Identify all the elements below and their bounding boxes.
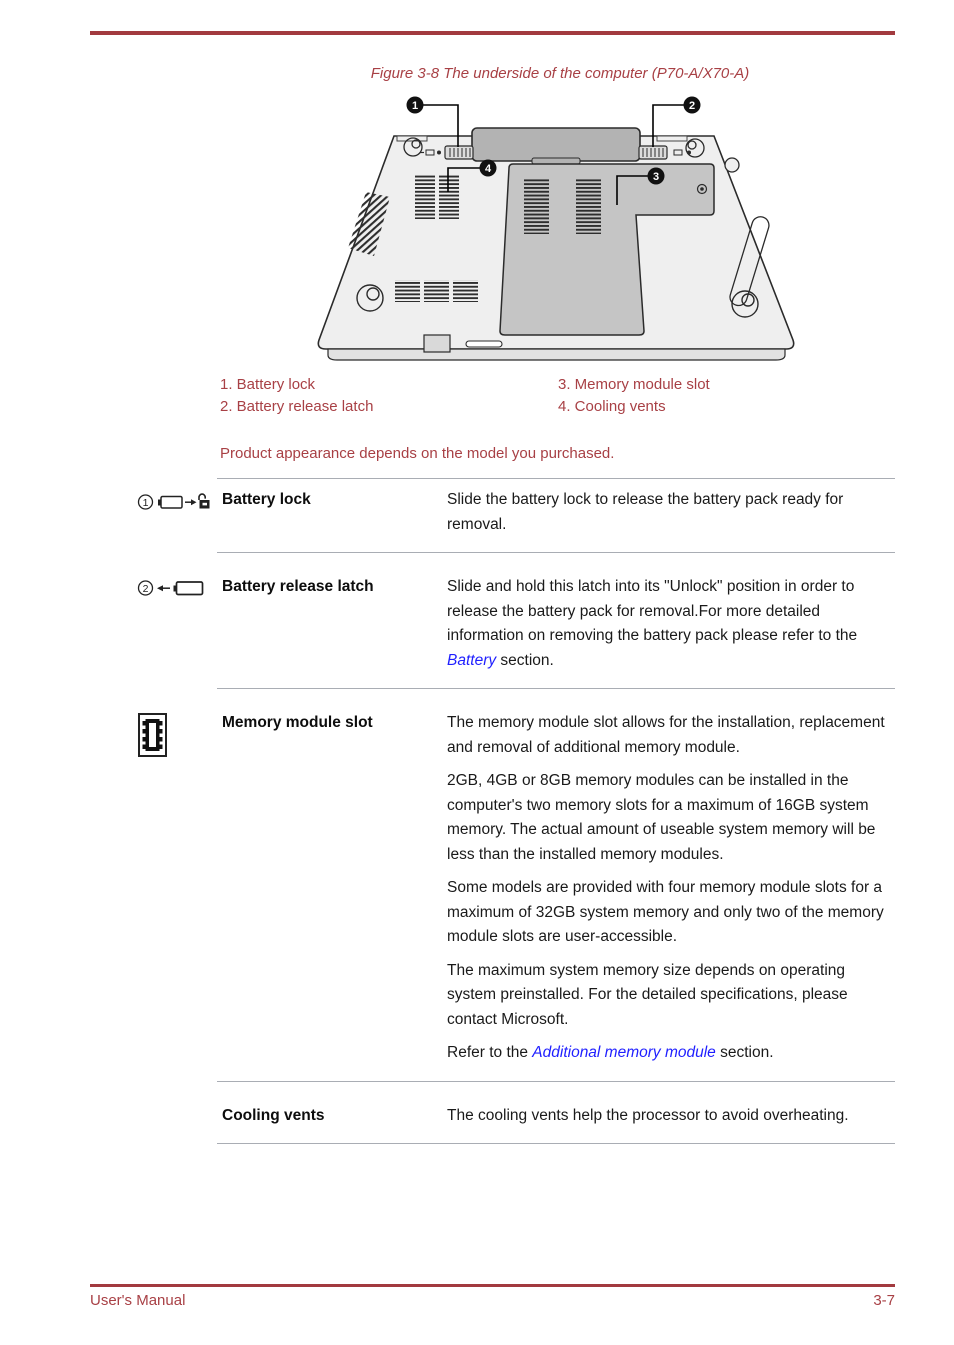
svg-text:2: 2 bbox=[142, 583, 149, 595]
bottom-vent-c bbox=[453, 280, 478, 302]
legend-column-2 bbox=[558, 374, 710, 418]
table-row bbox=[90, 478, 895, 552]
page-footer bbox=[90, 1284, 895, 1309]
feature-description bbox=[447, 711, 895, 1066]
appearance-note: Product appearance depends on the model you purchased. bbox=[220, 445, 615, 462]
description-text: The memory module slot allows for the installation, replacement and removal of additional memory module. bbox=[447, 714, 885, 756]
description-text: section. bbox=[496, 651, 554, 669]
cooling-vent-grille-a bbox=[415, 174, 435, 219]
table-row bbox=[90, 552, 895, 688]
feature-description bbox=[447, 488, 895, 537]
footer-page-number: 3-7 bbox=[873, 1292, 895, 1309]
feature-term: Battery lock bbox=[222, 491, 311, 508]
cover-vent-right bbox=[576, 178, 601, 234]
callout-1 bbox=[407, 97, 424, 114]
feature-table bbox=[90, 478, 895, 1144]
laptop-underside-svg bbox=[300, 92, 820, 364]
legend-item: 1. Battery lock bbox=[220, 376, 316, 393]
memory-module-icon bbox=[90, 688, 217, 1081]
svg-text:1: 1 bbox=[411, 100, 419, 112]
description-text: Slide and hold this latch into its "Unlock" position in order to release the battery pack for removal.For more detailed information on removing the battery pack please refer to the bbox=[447, 578, 858, 644]
legend-item: 4. Cooling vents bbox=[558, 398, 666, 415]
table-row bbox=[90, 688, 895, 1081]
table-row bbox=[90, 1081, 895, 1145]
bottom-vent-b bbox=[424, 280, 449, 302]
cross-reference-link[interactable]: Battery bbox=[447, 651, 497, 669]
legend-item: 2. Battery release latch bbox=[220, 398, 374, 415]
cover-vent-left bbox=[524, 178, 549, 234]
svg-text:2: 2 bbox=[688, 100, 696, 112]
feature-term: Memory module slot bbox=[222, 714, 373, 731]
battery-lock-icon bbox=[90, 478, 217, 552]
empty-icon-cell bbox=[90, 1081, 217, 1145]
feature-description bbox=[447, 1104, 895, 1129]
top-rule bbox=[90, 31, 895, 35]
feature-term: Battery release latch bbox=[222, 578, 374, 595]
footer-rule bbox=[90, 1284, 895, 1287]
description-text: Some models are provided with four memory module slots for a maximum of 32GB system memory and only two of the memory module slots are user-accessible. bbox=[447, 879, 884, 945]
callout-3 bbox=[648, 168, 665, 185]
battery-tab bbox=[532, 158, 580, 164]
laptop-front-edge bbox=[328, 349, 785, 360]
footer-manual-title: User's Manual bbox=[90, 1292, 186, 1309]
cooling-vent-grille-b bbox=[439, 174, 459, 219]
callout-4 bbox=[480, 160, 497, 177]
description-text: The cooling vents help the processor to avoid overheating. bbox=[447, 1106, 849, 1124]
description-text: The maximum system memory size depends on operating system preinstalled. For the detailed specifications, please contact Microsoft. bbox=[447, 961, 848, 1028]
svg-text:1: 1 bbox=[142, 497, 149, 509]
callout-2 bbox=[684, 97, 701, 114]
legend-column-1 bbox=[220, 374, 558, 418]
description-text: Slide the battery lock to release the battery pack ready for removal. bbox=[447, 491, 844, 533]
legend-item: 3. Memory module slot bbox=[558, 376, 710, 393]
figure-caption: Figure 3-8 The underside of the computer (P70-A/X70-A) bbox=[370, 65, 750, 82]
laptop-underside-diagram bbox=[300, 92, 820, 364]
notch-right bbox=[657, 136, 687, 141]
svg-text:3: 3 bbox=[652, 171, 660, 183]
bottom-slot bbox=[466, 341, 502, 347]
description-text: section. bbox=[715, 1044, 774, 1061]
description-text: 2GB, 4GB or 8GB memory modules can be installed in the computer's two memory slots for a maximum of 16GB system memory. The actual amount of useable system memory will be less than the installed memory modules. bbox=[447, 772, 876, 863]
battery-pack bbox=[472, 128, 640, 161]
bottom-vent-a bbox=[395, 280, 420, 302]
figure-legend bbox=[220, 374, 895, 418]
cross-reference-link[interactable]: Additional memory module bbox=[532, 1044, 716, 1061]
bottom-square bbox=[424, 335, 450, 352]
svg-text:4: 4 bbox=[484, 163, 492, 175]
description-text: Refer to the bbox=[447, 1044, 533, 1061]
hinge-recess bbox=[725, 158, 739, 172]
feature-term: Cooling vents bbox=[222, 1106, 325, 1124]
feature-description bbox=[447, 575, 895, 673]
battery-release-latch-icon bbox=[90, 552, 217, 688]
